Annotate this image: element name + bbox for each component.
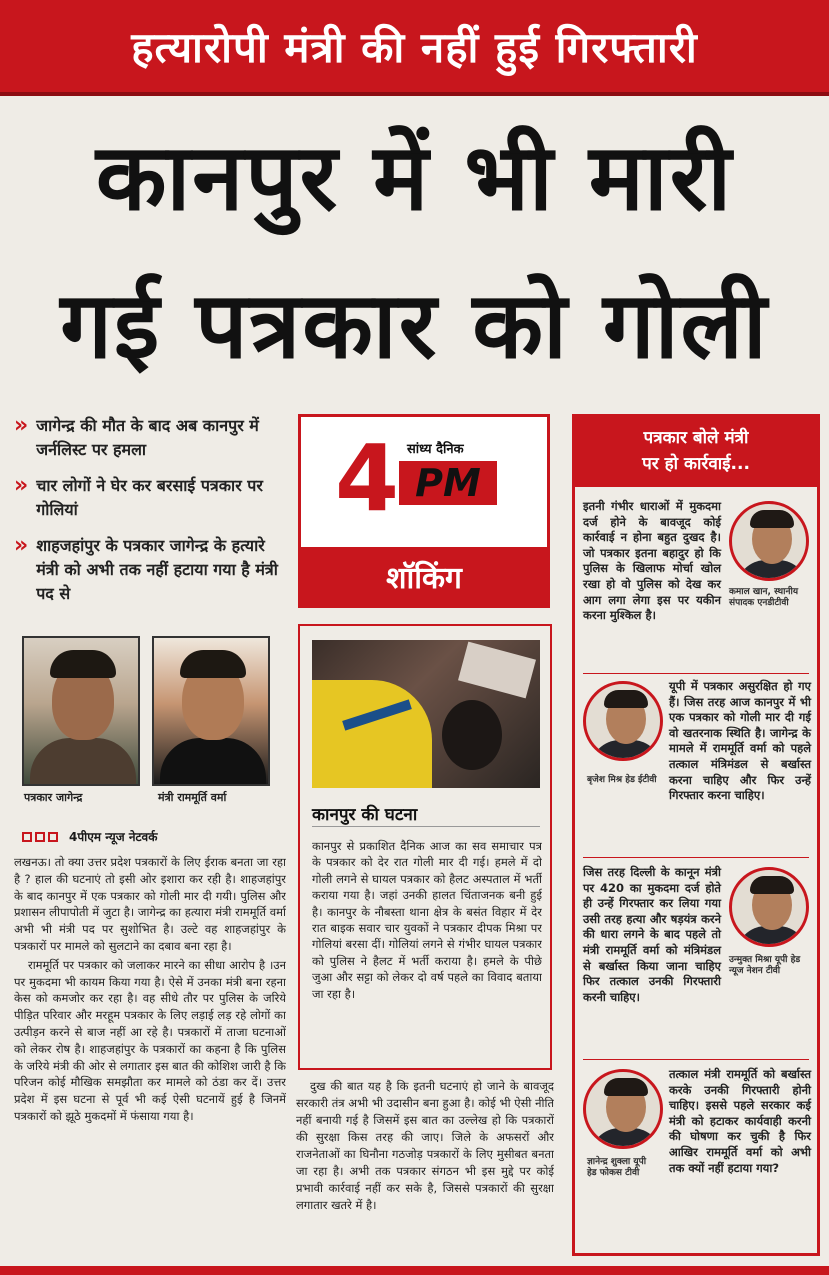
- bullet-list: [14, 414, 286, 618]
- byline-text: 4पीएम न्यूज नेटवर्क: [69, 830, 158, 844]
- byline: [22, 828, 157, 845]
- bullet-item: [14, 414, 286, 462]
- quote-item: [583, 679, 811, 851]
- story-box: [298, 624, 552, 1070]
- story-title: कानपुर की घटना: [312, 805, 418, 825]
- minister-caption: मंत्री राममूर्ति वर्मा: [158, 791, 227, 804]
- brand-logo-box: [298, 414, 550, 608]
- left-article-body: [14, 854, 286, 1266]
- quote-item: [583, 499, 811, 667]
- quote-item: [583, 1067, 811, 1253]
- main-headline: [0, 104, 829, 404]
- center-article-body: दुख की बात यह है कि इतनी घटनाएं हो जाने के बावजूद सरकारी तंत्र अभी भी उदासीन बना हुआ है। कोई भी ऐसी नीति नहीं बनायी गई है जिसमें इस बात का उल्लेख हो कि पत्रकारों की सुरक्षा किस तरह की जाए। जिले के अफसरों और राजनेताओं का घिनौना गठजोड़ पत्रकारों के लिए मुसीबत बनता जा रहा है। अभी तक पत्रकार संगठन भी इस मुद्दे पर कोई प्रभावी कार्रवाई नहीं कर सके है, जिससे पत्रकारों की सुरक्षा लगातार खतरे में है।: [296, 1079, 554, 1212]
- avatar: [729, 501, 809, 581]
- logo-number: 4: [335, 425, 400, 532]
- avatar: [583, 1069, 663, 1149]
- quote-text: इतनी गंभीर धाराओं में मुकदमा दर्ज होने के बावजूद कोई कार्रवाई न होना बहुत दुखद है। जो पत्रकार इतना बहादुर हो कि पुलिस के खिलाफ मोर्चा खोल रखा हो वो पुलिस को देख कर आग लगा लेगा इस पर यकीन करना मुश्किल है।: [583, 499, 721, 623]
- bullet-text: चार लोगों ने घेर कर बरसाई पत्रकार पर गोलियां: [36, 476, 263, 519]
- divider: [583, 1059, 809, 1060]
- quote-text: जिस तरह दिल्ली के कानून मंत्री पर 420 का मुकदमा दर्ज होते ही उन्हें गिरफ्तार कर लिया गया उसी तरह हत्या और षड़यंत्र करने की धारा लगने के बाद पहले तो मंत्री राममूर्ति वर्मा को मंत्रिमंडल से बर्खास्त किया जाना चाहिए फिर तत्काल उनकी गिरफ्तारी करनी चाहिए।: [583, 865, 721, 1004]
- quote-caption: कमाल खान, स्थानीय संपादक एनडीटीवी: [729, 587, 799, 608]
- quote-item: [583, 865, 811, 1055]
- logo: [301, 417, 547, 547]
- journalist-caption: पत्रकार जागेन्द्र: [24, 791, 83, 804]
- quote-caption: उन्मुक्त मिश्रा यूपी हेड न्यूज नेशन टीवी: [729, 955, 801, 976]
- headline-line-2: गई पत्रकार को गोली: [60, 272, 769, 379]
- minister-photo: [152, 636, 270, 786]
- reactions-box: [572, 414, 820, 1256]
- avatar: [583, 681, 663, 761]
- logo-tagline: सांध्य दैनिक: [407, 442, 464, 457]
- double-chevron-icon: »: [14, 413, 29, 438]
- quote-caption: बृजेश मिश्र हेड ईटीवी: [587, 775, 657, 785]
- quote-caption: ज्ञानेन्द्र शुक्ला यूपी हेड फोकस टीवी: [587, 1157, 647, 1178]
- divider: [312, 826, 540, 827]
- paragraph: राममूर्ति पर पत्रकार को जलाकर मारने का सीधा आरोप है ।उन पर मुकदमा भी कायम किया गया है। ऐसे में उनका मंत्री बना रहना केस को कमजोर कर रहा है। वह सीधे तौर पर पुलिस के जरिये पीड़ित परिवार और मरहूम पत्रकार के लिए लड़ाई लड़ रहे लोगों का उत्पीड़न करने से बाज नहीं आ रहे है। पत्रकारों में ताजा घटनाओं को लेकर रोष है। शाहजहांपुर के पत्रकारों का कहना है कि पुलिस के जरिये मंत्री की ओर से लगातार इस बात की कोशिश जारी है कि परिजन कोई मौखिक समझौता कर मामले को ठंडा कर दें। उत्तर प्रदेश में इस घटना से पूर्व भी कई ऐसी घटनायें हुई है जिनमें पत्रकारों को झूठे मुकदमों में फंसाया गया है।: [14, 957, 286, 1123]
- section-label: शॉकिंग: [301, 547, 547, 605]
- story-text: कानपुर से प्रकाशित दैनिक आज का सव समाचार पत्र के पत्रकार को देर रात गोली मार दी गई। हमले में दो गोली लगने से घायल पत्रकार को हैलट अस्पताल में भर्ती कराया गया है। जहां उनकी हालत चिंताजनक बनी हुई है। कानपुर के नौबस्ता थाना क्षेत्र के बसंत विहार में देर रात बाइक सवार चार युवकों ने पत्रकार दीपक मिश्रा पर गोलियां बरसा दीं। गोलियां लगने से गंभीर घायल पत्रकार को पुलिस ने हैलट में भर्ती कराया है। हमले के पीछे जुआ और सट्टा को लेकर दो वर्ष पहले का विवाद बताया जा रहा है।: [312, 839, 542, 1001]
- reactions-heading: [575, 417, 817, 487]
- journalist-photo: [22, 636, 140, 786]
- double-chevron-icon: »: [14, 473, 29, 498]
- divider: [583, 857, 809, 858]
- bullet-text: जागेन्द्र की मौत के बाद अब कानपुर में जर्नलिस्ट पर हमला: [36, 416, 259, 459]
- square-icon: [48, 832, 58, 842]
- quote-text: यूपी में पत्रकार असुरक्षित हो गए हैं। जिस तरह आज कानपुर में भी एक पत्रकार को गोली मार दी गई वो खतरनाक स्थिति है। जागेन्द्र के मामले में राममूर्ति वर्मा को पहले तत्काल मंत्रिमंडल से बर्खास्त करना चाहिए और फिर उन्हें गिरफ्तार करना चाहिए।: [669, 679, 811, 803]
- divider: [583, 673, 809, 674]
- paragraph: लखनऊ। तो क्या उत्तर प्रदेश पत्रकारों के लिए ईराक बनता जा रहा है ? हाल की घटनाएं तो इसी ओर इशारा कर रही है। शाहजहांपुर के बाद कानपुर में एक पत्रकार को गोली मार दी गयी। पुलिस और प्रशासन लीपापोती में जुटा है। जागेन्द्र का हत्यारा मंत्री राममूर्ति वर्मा अभी भी मंत्री पद पर सुशोभित है। उल्टे वह शाहजहांपुर के पत्रकारों पर मामले को सुलटाने का दबाव बना रहा है।: [14, 855, 286, 953]
- square-icon: [35, 832, 45, 842]
- heading-line-2: पर हो कार्रवाई...: [642, 454, 750, 474]
- bullet-text: शाहजहांपुर के पत्रकार जागेन्द्र के हत्यारे मंत्री को अभी तक नहीं हटाया गया है मंत्री पद से: [36, 536, 278, 603]
- photo-pair: [22, 636, 268, 806]
- double-chevron-icon: »: [14, 533, 29, 558]
- square-icon: [22, 832, 32, 842]
- avatar: [729, 867, 809, 947]
- bullet-item: [14, 474, 286, 522]
- footer-bar: [0, 1266, 829, 1275]
- heading-line-1: पत्रकार बोले मंत्री: [643, 428, 749, 448]
- injured-journalist-photo: [312, 640, 540, 788]
- headline-line-1: कानपुर में भी मारी: [95, 124, 734, 231]
- bullet-item: [14, 534, 286, 606]
- top-banner: हत्यारोपी मंत्री की नहीं हुई गिरफ्तारी: [0, 0, 829, 96]
- quote-text: तत्काल मंत्री राममूर्ति को बर्खास्त करके उनकी गिरफ्तारी होनी चाहिए। इससे पहले सरकार कई मंत्री को हटाकर कार्यवाही करनी की घोषणा कर चुकी है फिर आखिर राममूर्ति वर्मा को अभी तक क्यों नहीं हटाया गया?: [669, 1067, 811, 1175]
- logo-pm: PM: [399, 461, 497, 505]
